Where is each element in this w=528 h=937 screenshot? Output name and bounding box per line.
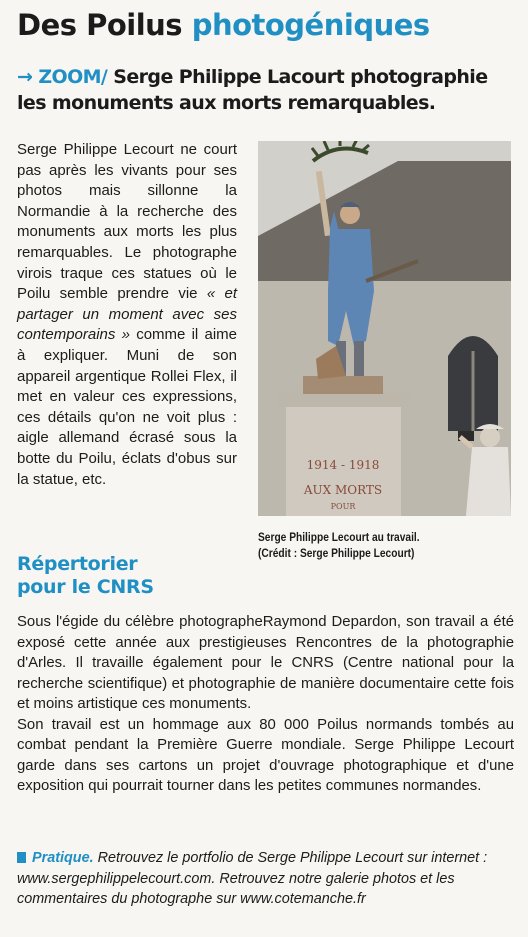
article-column (17, 140, 237, 490)
body-paragraph-2: Son travail est un hommage aux 80 000 Poilus normands tombés au combat pendant la Première Guerre mondiale. Serge Philippe Lecourt garde dans ses cartons un projet d'ouvrage photographique et d'une exposition qui pourrait tourner dans les petites communes normandes. (17, 716, 514, 794)
monument-photo-illustration (258, 141, 511, 516)
headline-part2: photogéniques (191, 8, 430, 42)
square-bullet-icon (17, 852, 26, 863)
arrow-icon: → (17, 66, 33, 88)
article-body (17, 612, 514, 797)
caption-line2: (Crédit : Serge Philippe Lecourt) (258, 547, 415, 560)
headline-part1: Des Poilus (17, 8, 183, 42)
subhead-line1: Répertorier (17, 553, 138, 575)
column-text-after: comme il aime à expliquer. Muni de son appareil argentique Rollei Flex, il met en valeur ces expressions, ces détails qu'on ne voit plus : aigle allemand écrasé sous la botte du Poilu, éclats d'obus sur la statue, etc. (17, 326, 238, 488)
column-text-before: Serge Philippe Lecourt ne court pas après les vivants pour ses photos mais sillonne la Normandie à la recherche des monuments aux morts les plus remarquables. Le photographe virois traque ces statues où le Poilu semble prendre vie (17, 141, 237, 303)
column-quote: « et partager un moment avec ses contemporains » (17, 285, 237, 344)
body-paragraph-1: Sous l'égide du célèbre photographeRaymond Depardon, son travail a été exposé cette année aux prestigieuses Rencontres de la photographie d'Arles. Il travaille également pour le CNRS (Centre national pour la recherche scientifique) et photographie de manière documentaire cette fois et moins artistique ces monuments. (17, 614, 514, 712)
plaque-text: AUX MORTS (303, 483, 383, 497)
deck-kicker: ZOOM/ (38, 66, 108, 88)
monument-photo (258, 141, 511, 516)
deck (17, 64, 517, 116)
headline (17, 8, 430, 42)
plaque-years: 1914 - 1918 (306, 458, 380, 472)
subhead-line2: pour le CNRS (17, 576, 154, 598)
pratique-text: Retrouvez le portfolio de Serge Philippe Lecourt sur internet : www.sergephilippelecourt.com. Retrouvez notre galerie photos et les commentaires du photographe sur www.cotemanche.fr (17, 850, 488, 907)
subheading (17, 553, 154, 599)
pratique-box (17, 848, 497, 910)
photo-caption (258, 530, 420, 562)
pratique-label: Pratique. (32, 850, 94, 866)
caption-line1: Serge Philippe Lecourt au travail. (258, 531, 420, 544)
deck-text: Serge Philippe Lacourt photographie les monuments aux morts remarquables. (17, 66, 488, 114)
plaque-small: POUR (330, 502, 356, 511)
